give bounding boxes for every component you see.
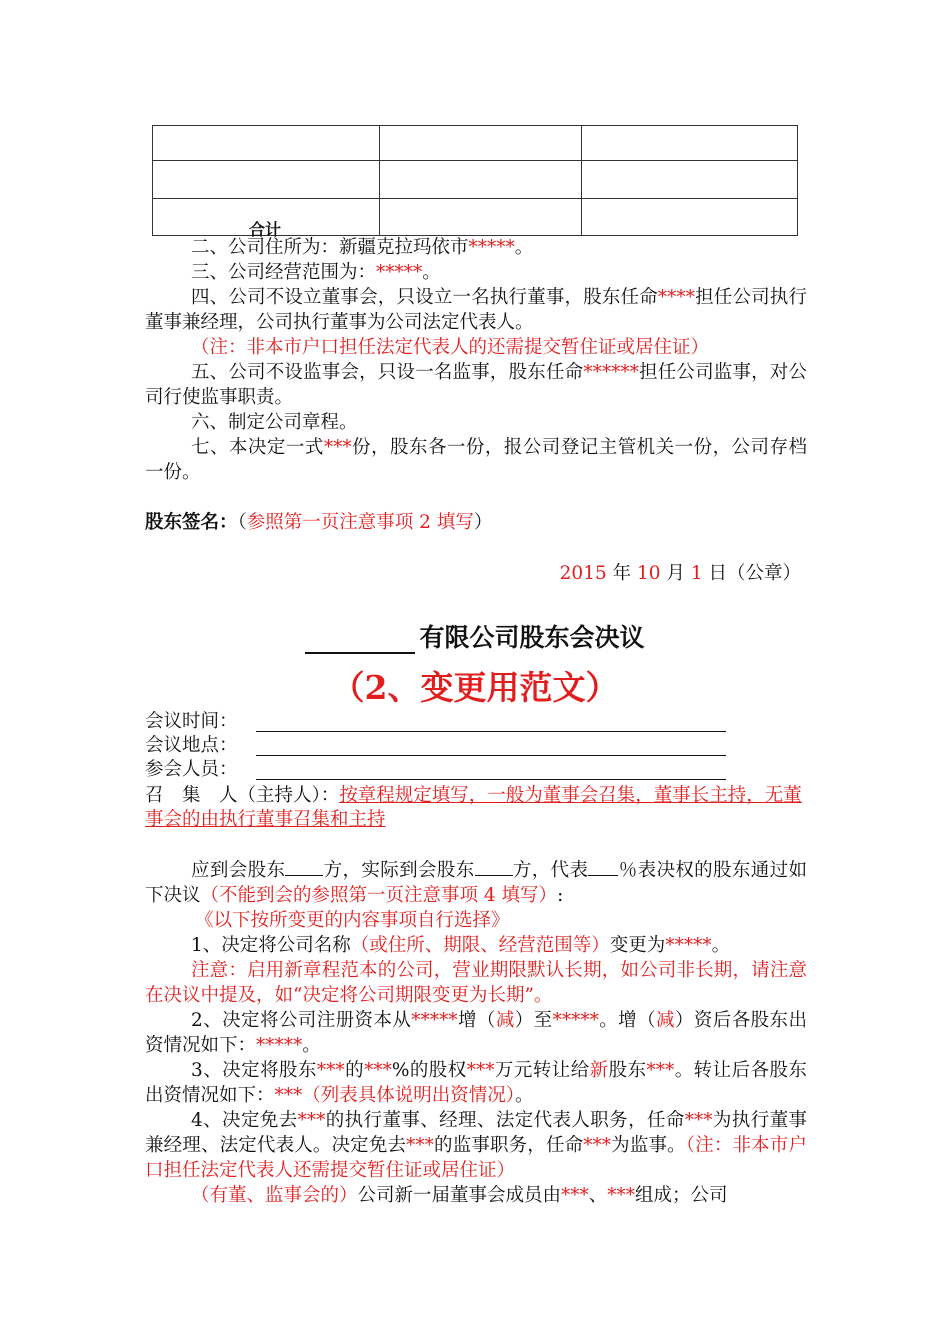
resolution-2: 2、决定将公司注册资本从*****增（减）至*****。增（减）资后各股东出资情况如下：*****。 bbox=[145, 1010, 807, 1056]
table-cell bbox=[380, 199, 582, 236]
item-5: 五、公司不设监事会，只设一名监事，股东任命******担任公司监事，对公司行使监事职责。 bbox=[145, 362, 807, 408]
item-7: 七、本决定一式***份，股东各一份，报公司登记主管机关一份，公司存档一份。 bbox=[145, 437, 807, 483]
meeting-place-label: 会议地点： bbox=[145, 735, 238, 756]
signature-note: 参照第一页注意事项 2 填写 bbox=[246, 512, 474, 533]
blank-attended bbox=[475, 857, 513, 876]
resolution-items bbox=[145, 235, 807, 485]
table-cell bbox=[380, 161, 582, 199]
table-cell bbox=[153, 199, 380, 239]
attendees-label: 参会人员： bbox=[145, 759, 238, 780]
table-cell bbox=[582, 126, 798, 161]
date-seal: 2015 年 10 月 1 日（公章） bbox=[559, 563, 801, 584]
attendance-paragraph: 应到会股东 方，实际到会股东 方，代表 ％表决权的股东通过如下决议（不能到会的参照第一页注意事项 4 填写）: bbox=[145, 857, 807, 908]
table-cell bbox=[380, 126, 582, 161]
table-cell bbox=[582, 161, 798, 199]
item-2: 二、公司住所为：新疆克拉玛依市*****。 bbox=[191, 237, 534, 258]
meeting-time-label: 会议时间： bbox=[145, 711, 238, 732]
select-note: 《以下按所变更的内容事项自行选择》 bbox=[195, 910, 510, 931]
convener bbox=[145, 784, 807, 832]
attention-note: 注意：启用新章程范本的公司，营业期限默认长期，如公司非长期，请注意在决议中提及，如“决定将公司期限变更为长期”。 bbox=[145, 960, 807, 1006]
capital-table bbox=[152, 125, 798, 239]
item-3: 三、公司经营范围为：*****。 bbox=[191, 262, 441, 283]
resolution-5: （有董、监事会的）公司新一届董事会成员由***、***组成；公司 bbox=[191, 1185, 728, 1206]
meeting-place-line bbox=[256, 755, 726, 756]
resolution-4: 4、决定免去***的执行董事、经理、法定代表人职务，任命***为执行董事兼经理、法定代表人。决定免去***的监事职务，任命***为监事。（注：非本市户口担任法定代表人还需提交暂住证或居住证） bbox=[145, 1110, 807, 1181]
resolution-body bbox=[145, 857, 807, 1208]
signature-label: 股东签名： bbox=[145, 512, 238, 533]
page-title: 有限公司股东会决议 bbox=[0, 618, 950, 654]
convener-note: 按章程规定填写，一般为董事会召集，董事长主持，无董事会的由执行董事召集和主持 bbox=[145, 785, 802, 830]
table-cell bbox=[153, 161, 380, 199]
resolution-1: 1、决定将公司名称（或住所、期限、经营范围等）变更为*****。 bbox=[191, 935, 731, 956]
shareholder-signature: 股东签名：（参照第一页注意事项 2 填写） bbox=[145, 512, 493, 533]
table-cell bbox=[582, 199, 798, 236]
item-6: 六、制定公司章程。 bbox=[191, 412, 358, 433]
table-row bbox=[153, 126, 798, 161]
note-legal-rep: （注：非本市户口担任法定代表人的还需提交暂住证或居住证） bbox=[191, 337, 710, 358]
blank-expected bbox=[285, 857, 323, 876]
company-name-blank bbox=[305, 626, 415, 654]
table-row bbox=[153, 161, 798, 199]
resolution-3: 3、决定将股东***的***%的股权***万元转让给新股东***。转让后各股东出资情况如下：***（列表具体说明出资情况）。 bbox=[145, 1060, 807, 1106]
meeting-time-line bbox=[256, 731, 726, 732]
convener-label: 召 集 人（主持人）： bbox=[145, 785, 340, 806]
page-subtitle: （2、变更用范文） bbox=[331, 668, 619, 707]
table-row-total bbox=[153, 199, 798, 236]
blank-percent bbox=[588, 857, 618, 876]
table-cell bbox=[153, 126, 380, 161]
total-label: 合计 bbox=[249, 220, 282, 239]
attendees-line bbox=[256, 779, 726, 780]
item-4: 四、公司不设立董事会，只设立一名执行董事，股东任命****担任公司执行董事兼经理，公司执行董事为公司法定代表人。 bbox=[145, 287, 807, 333]
